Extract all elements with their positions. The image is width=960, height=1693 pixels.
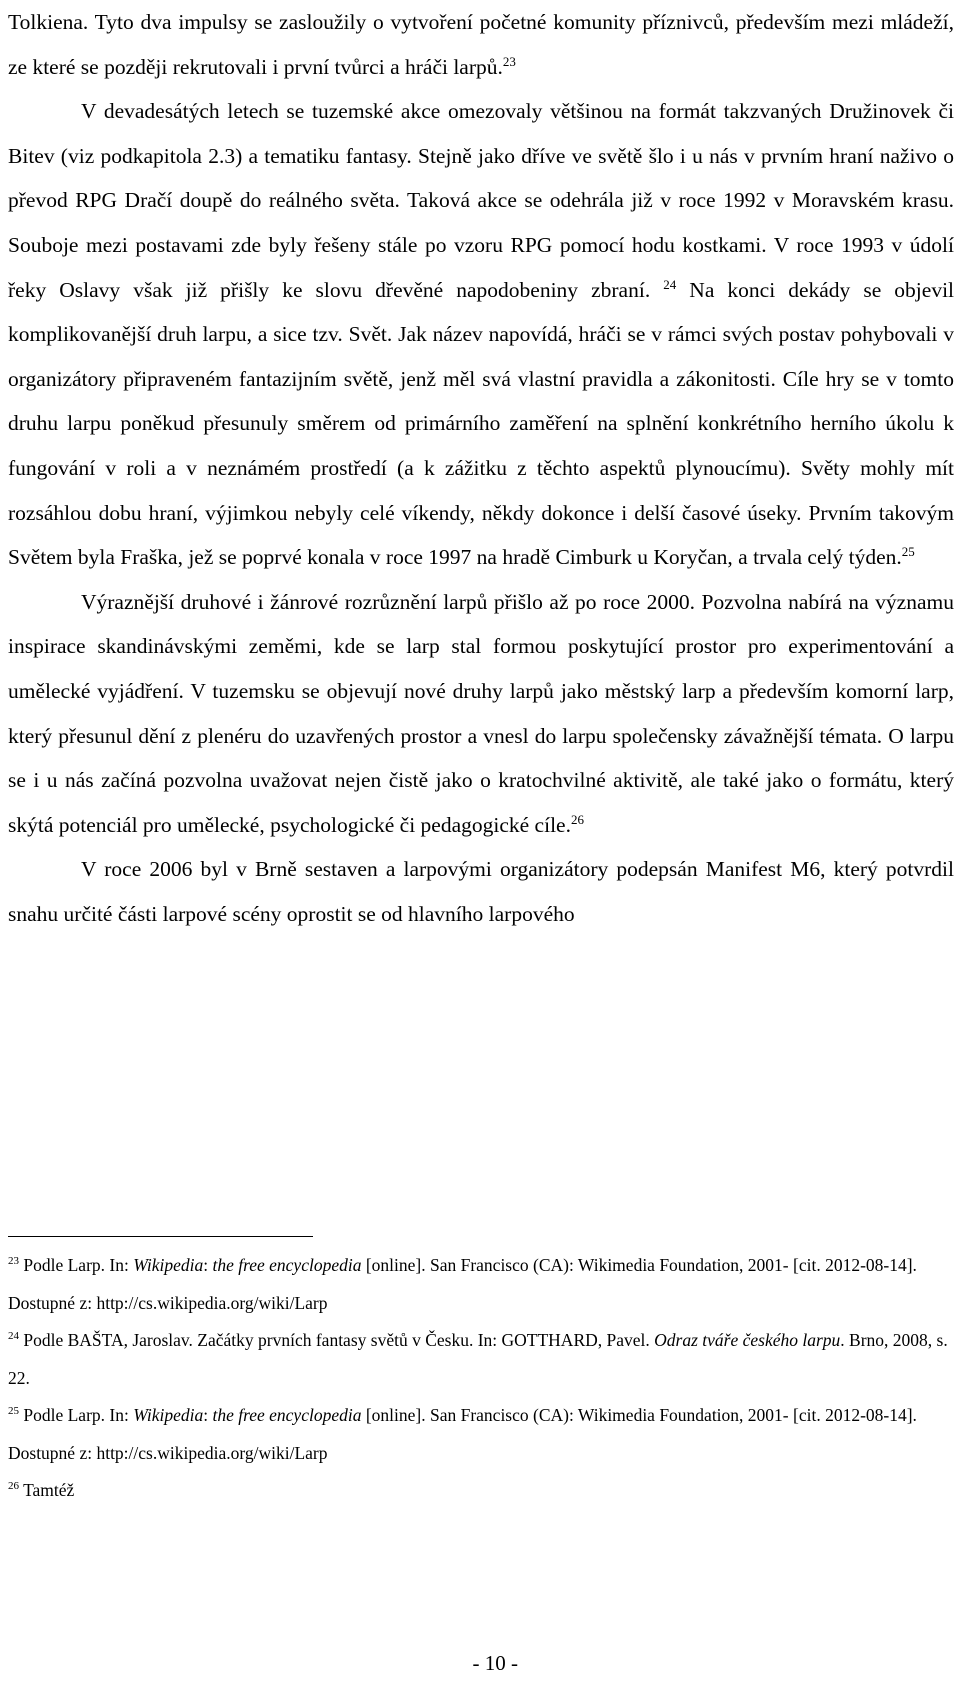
paragraph-4-text: V roce 2006 byl v Brně sestaven a larpovými organizátory podepsán Manifest M6, který potvrdil snahu určité části larpové scény oprostit se od hlavního larpového: [8, 857, 954, 926]
paragraph-1-text: Tolkiena. Tyto dva impulsy se zasloužily o vytvoření početné komunity příznivců, především mezi mládeží, ze které se později rekrutovali i první tvůrci a hráči larpů.: [8, 10, 954, 79]
footnote-text: :: [203, 1405, 213, 1425]
footnote-text: Podle Larp. In:: [23, 1405, 134, 1425]
paragraph-2: [8, 89, 954, 580]
footnote-text: Podle BAŠTA, Jaroslav. Začátky prvních fantasy světů v Česku. In: GOTTHARD, Pavel.: [23, 1330, 655, 1350]
footnote-26: [8, 1472, 954, 1510]
footnote-number: 24: [8, 1330, 19, 1343]
footnote-separator: [8, 1236, 313, 1237]
footnote-number: 23: [8, 1255, 19, 1268]
footnote-ref-26[interactable]: 26: [570, 811, 584, 827]
paragraph-1: [8, 0, 954, 89]
footnote-ref-23[interactable]: 23: [502, 53, 516, 69]
footnote-text: [online]. San Francisco (CA): Wikimedia Foundation, 2001- [cit. 2012-08-14]. Dostupné z: http://cs.wikipedia.org/wiki/Larp: [8, 1405, 917, 1463]
footnote-ref-25[interactable]: 25: [901, 543, 915, 559]
paragraph-2-text-a: V devadesátých letech se tuzemské akce omezovaly většinou na formát takzvaných Družinovek či Bitev (viz podkapitola 2.3) a tematiku fantasy. Stejně jako dříve ve světě šlo i u nás v prvním hraní naživo o převod RPG Dračí doupě do reálného světa. Taková akce se odehrála již v roce 1992 v Moravském krasu. Souboje mezi postavami zde byly řešeny stále po vzoru RPG pomocí hodu kostkami. V roce 1993 v údolí řeky Oslavy však již přišly ke slovu dřevěné napodobeniny zbraní.: [8, 99, 954, 302]
footnote-italic: Odraz tváře českého larpu: [654, 1330, 841, 1350]
footnote-text: . Brno, 2008, s. 22.: [8, 1330, 948, 1388]
footnote-text: Tamtéž: [23, 1480, 75, 1500]
footnote-text: Podle Larp. In:: [23, 1255, 134, 1275]
footnote-text: [online]. San Francisco (CA): Wikimedia Foundation, 2001- [cit. 2012-08-14]. Dostupné z: http://cs.wikipedia.org/wiki/Larp: [8, 1255, 917, 1313]
footnote-23: [8, 1247, 954, 1322]
paragraph-2-text-b: Na konci dekády se objevil komplikovanější druh larpu, a sice tzv. Svět. Jak název napovídá, hráči se v rámci svých postav pohybovali v organizátory připraveném fantazijním světě, jenž měl svá vlastní pravidla a zákonitosti. Cíle hry se v tomto druhu larpu poněkud přesunuly směrem od primárního zaměření na splnění konkrétního herního úkolu k fungování v roli a v neznámém prostředí (a k zážitku z těchto aspektů plynoucímu). Světy mohly mít rozsáhlou dobu hraní, výjimkou nebyly celé víkendy, někdy dokonce i delší časové úseky. Prvním takovým Světem byla Fraška, jež se poprvé konala v roce 1997 na hradě Cimburk u Koryčan, a trvala celý týden.: [8, 277, 955, 570]
footnotes: [8, 1247, 954, 1510]
document-page: [8, 0, 954, 1693]
page-number: [8, 1648, 954, 1678]
body-text: [8, 0, 954, 936]
footnote-24: [8, 1322, 954, 1397]
footnote-25: [8, 1397, 954, 1472]
page-number-text: - 10 -: [472, 1651, 518, 1675]
footnote-italic: the free encyclopedia: [212, 1255, 362, 1275]
footnote-italic: Wikipedia: [133, 1405, 204, 1425]
footnote-italic: Wikipedia: [133, 1255, 204, 1275]
footnote-italic: the free encyclopedia: [212, 1405, 362, 1425]
paragraph-3: [8, 580, 954, 848]
footnote-number: 26: [8, 1480, 19, 1493]
footnote-text: :: [203, 1255, 213, 1275]
footnote-number: 25: [8, 1405, 19, 1418]
paragraph-4: [8, 847, 954, 936]
paragraph-3-text: Výraznější druhové i žánrové rozrůznění larpů přišlo až po roce 2000. Pozvolna nabírá na významu inspirace skandinávskými zeměmi, kde se larp stal formou poskytující prostor pro experimentování a umělecké vyjádření. V tuzemsku se objevují nové druhy larpů jako městský larp a především komorní larp, který přesunul dění z plenéru do uzavřených prostor a vnesl do larpu společensky závažnější témata. O larpu se i u nás začíná pozvolna uvažovat nejen čistě jako o kratochvilné aktivitě, ale také jako o formátu, který skýtá potenciál pro umělecké, psychologické či pedagogické cíle.: [8, 589, 954, 837]
footnote-ref-24[interactable]: 24: [663, 276, 677, 292]
